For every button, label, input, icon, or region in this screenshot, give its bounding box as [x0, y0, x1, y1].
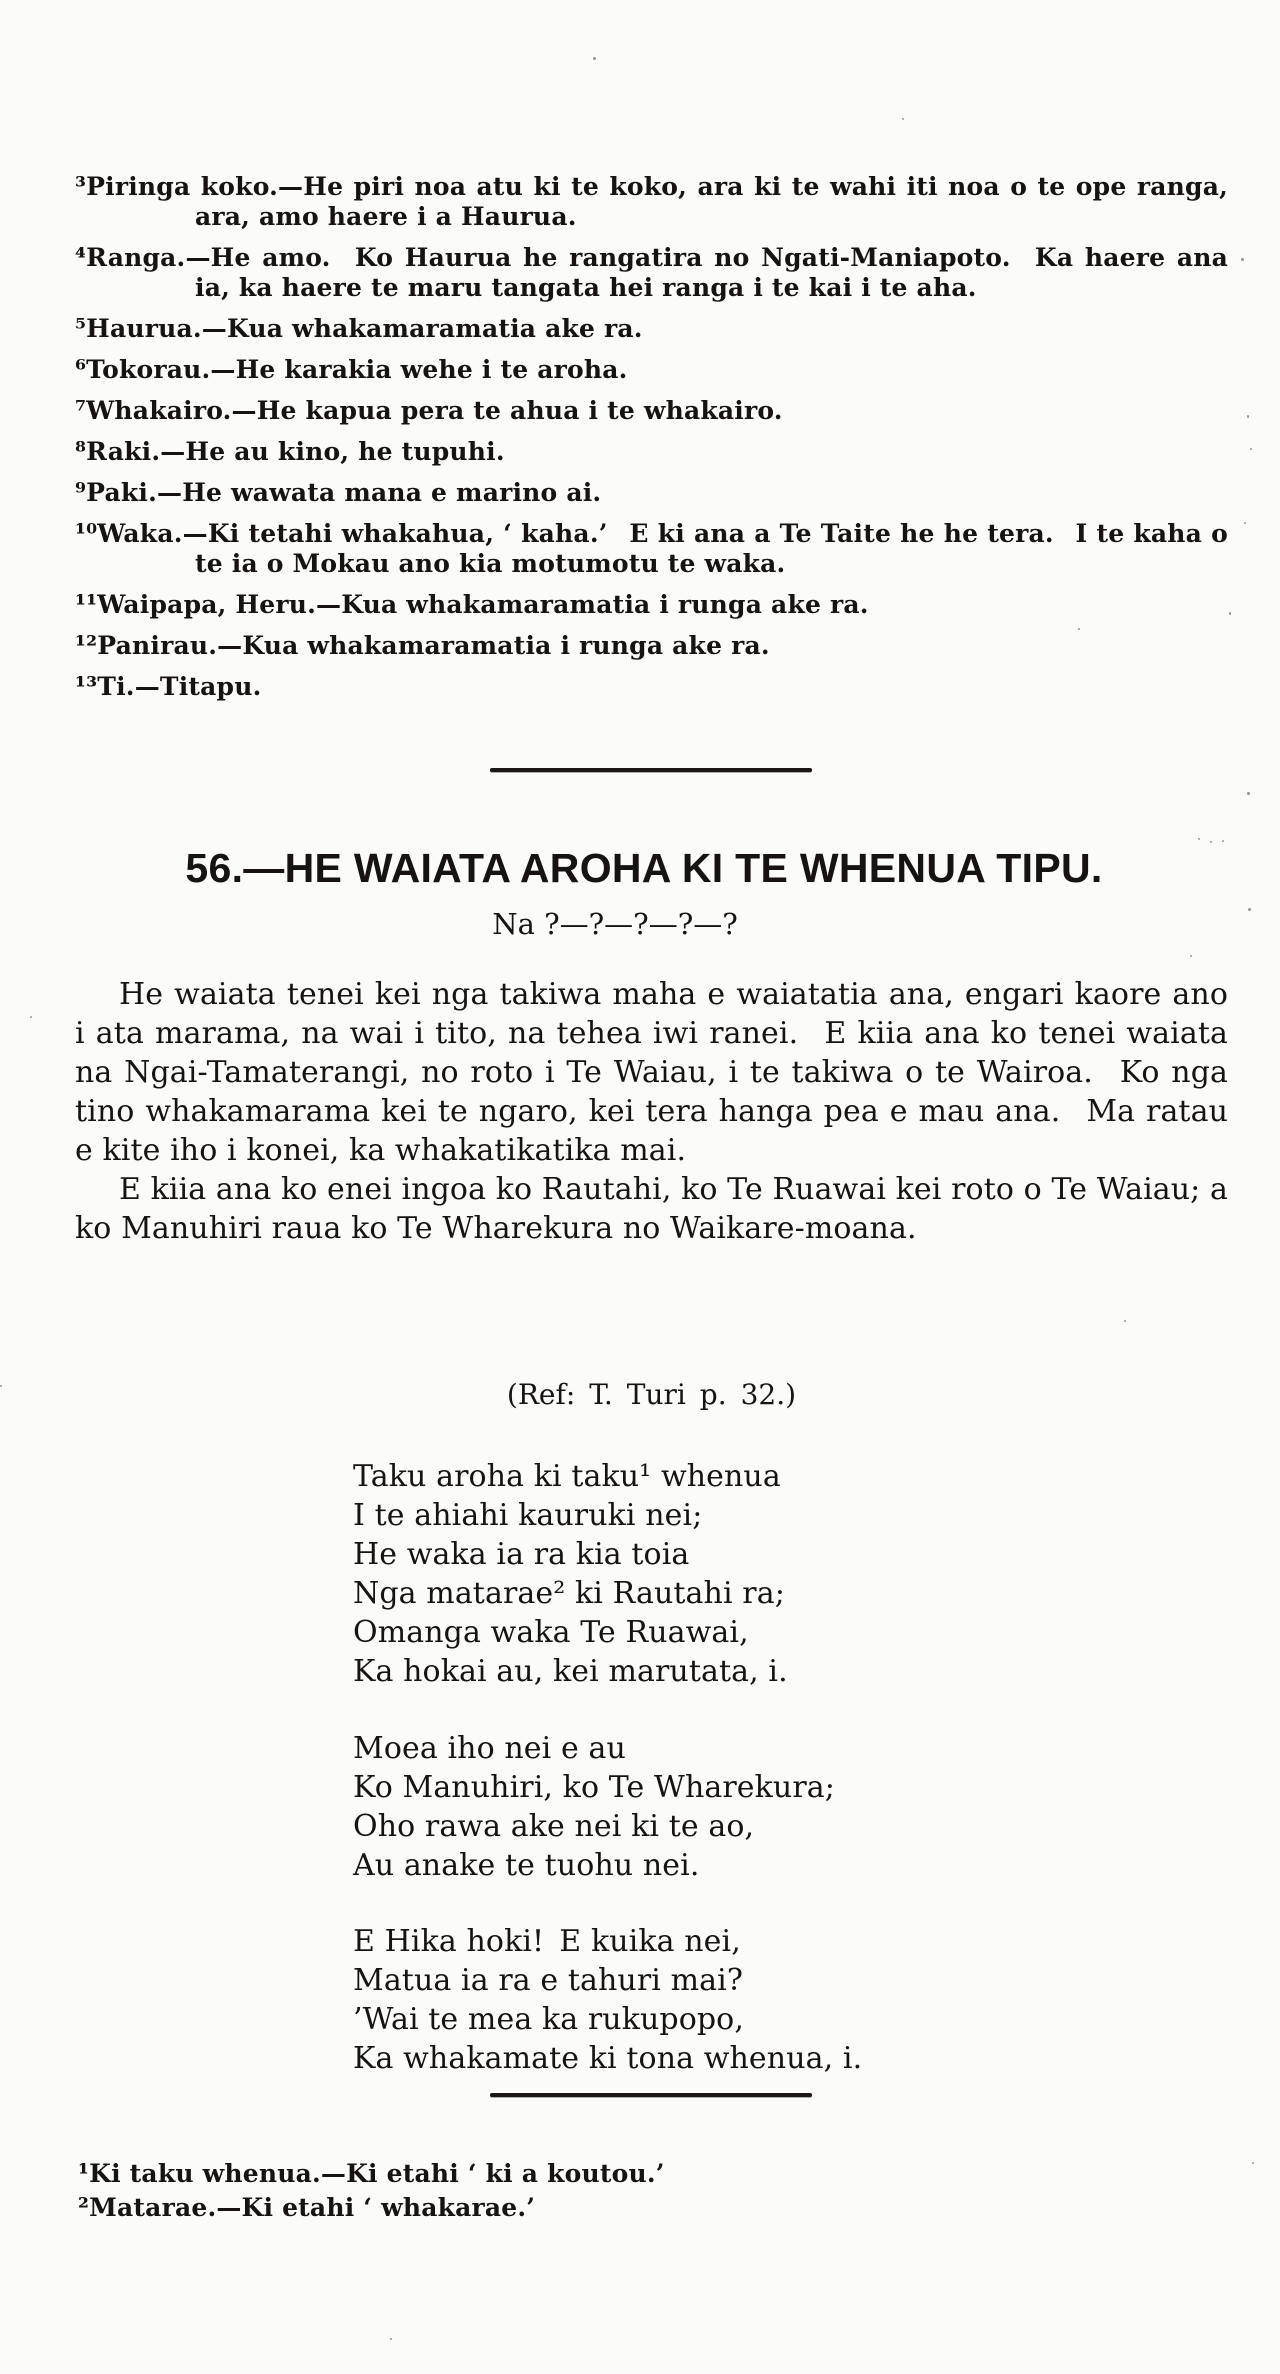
- footnote-entry-11: ¹¹Waipapa, Heru.—Kua whakamaramatia i runga ake ra.: [75, 590, 869, 619]
- reference-line: (Ref: T. Turi p. 32.): [506, 1378, 797, 1411]
- section-divider-bottom: [490, 2093, 812, 2097]
- verse-line: He waka ia ra kia toia: [353, 1537, 690, 1572]
- scan-speck: [390, 2338, 392, 2340]
- footnote-entry-6: ⁶Tokorau.—He karakia wehe i te aroha.: [75, 355, 628, 384]
- scan-speck: [1190, 955, 1192, 957]
- scan-speck: [30, 1016, 32, 1018]
- introduction-text: [75, 975, 1228, 1248]
- scan-speck: [1252, 2162, 1254, 2164]
- scan-speck: [1222, 840, 1224, 842]
- scan-speck: [1229, 612, 1231, 615]
- scan-speck: [1250, 448, 1252, 450]
- scan-speck: [1247, 792, 1250, 795]
- footnote-entry-7: ⁷Whakairo.—He kapua pera te ahua i te whakairo.: [75, 396, 783, 425]
- scan-speck: [1198, 838, 1200, 840]
- verse-line: ’Wai te mea ka rukupopo,: [353, 2002, 744, 2037]
- scan-speck: [1248, 908, 1251, 911]
- footnote-entry-13: ¹³Ti.—Titapu.: [75, 672, 262, 701]
- footnote-entry-1: ¹Ki taku whenua.—Ki etahi ‘ ki a koutou.’: [78, 2159, 665, 2188]
- verse-line: Omanga waka Te Ruawai,: [353, 1615, 749, 1650]
- verse-line: Oho rawa ake nei ki te ao,: [353, 1809, 755, 1844]
- footnote-entry-9: ⁹Paki.—He wawata mana e marino ai.: [75, 478, 602, 507]
- stanza-3: [353, 1922, 862, 2078]
- scan-speck: [1078, 628, 1080, 630]
- verse-line: Nga matarae² ki Rautahi ra;: [353, 1576, 785, 1611]
- stanza-2: [353, 1729, 835, 1885]
- footnote-entry-12: ¹²Panirau.—Kua whakamaramatia i runga ake ra.: [75, 631, 770, 660]
- footnotes-top: [75, 172, 1228, 713]
- verse-line: E Hika hoki! E kuika nei,: [353, 1924, 741, 1959]
- section-divider-top: [490, 768, 812, 772]
- footnote-entry-10: ¹⁰Waka.—Ki tetahi whakahua, ‘ kaha.’ E ki ana a Te Taite he he tera. I te kaha o te ia o Mokau ano kia motumotu te waka.: [75, 519, 1228, 578]
- scan-speck: [0, 1385, 2, 1387]
- verse-line: Au anake te tuohu nei.: [353, 1848, 700, 1883]
- scan-speck: [1241, 258, 1244, 261]
- verse-line: Ka whakamate ki tona whenua, i.: [353, 2041, 863, 2076]
- scan-speck: [1244, 522, 1246, 524]
- verse-line: Taku aroha ki taku¹ whenua: [353, 1459, 781, 1494]
- footnote-entry-5: ⁵Haurua.—Kua whakamaramatia ake ra.: [75, 314, 643, 343]
- footnote-entry-4: ⁴Ranga.—He amo. Ko Haurua he rangatira no Ngati-Maniapoto. Ka haere ana ia, ka haere te maru tangata hei ranga i te kai i te aha.: [75, 243, 1228, 302]
- verse-line: Matua ia ra e tahuri mai?: [353, 1963, 744, 1998]
- footnote-entry-3: ³Piringa koko.—He piri noa atu ki te koko, ara ki te wahi iti noa o te ope ranga, ara, amo haere i a Haurua.: [75, 172, 1228, 231]
- intro-paragraph-2: E kiia ana ko enei ingoa ko Rautahi, ko Te Ruawai kei roto o Te Waiau; a ko Manuhiri raua ko Te Wharekura no Waikare-moana.: [75, 1172, 1228, 1246]
- stanza-1: [353, 1457, 788, 1691]
- scan-speck: [902, 118, 904, 120]
- verse-line: Moea iho nei e au: [353, 1731, 626, 1766]
- scan-speck: [1210, 841, 1212, 843]
- intro-paragraph-1: He waiata tenei kei nga takiwa maha e waiatatia ana, engari kaore ano i ata marama, na wai i tito, na tehea iwi ranei. E kiia ana ko tenei waiata na Ngai-Tamaterangi, no roto i Te Waiau, i te takiwa o te Wairoa. Ko nga tino whakamarama kei te ngaro, kei tera hanga pea e mau ana. Ma ratau e kite iho i konei, ka whakatikatika mai.: [75, 977, 1228, 1168]
- footnotes-bottom: [78, 2159, 1231, 2227]
- verse-line: Ka hokai au, kei marutata, i.: [353, 1654, 788, 1689]
- song-title: 56.—HE WAIATA AROHA KI TE WHENUA TIPU.: [185, 845, 1103, 891]
- scan-speck: [593, 57, 596, 60]
- attribution-line: Na ?—?—?—?—?: [492, 907, 738, 941]
- scan-speck: [1124, 1320, 1126, 1322]
- verse-line: Ko Manuhiri, ko Te Wharekura;: [353, 1770, 835, 1805]
- scan-speck: [1247, 415, 1249, 418]
- footnote-entry-2: ²Matarae.—Ki etahi ‘ whakarae.’: [78, 2193, 536, 2222]
- footnote-entry-8: ⁸Raki.—He au kino, he tupuhi.: [75, 437, 505, 466]
- verse-line: I te ahiahi kauruki nei;: [353, 1498, 703, 1533]
